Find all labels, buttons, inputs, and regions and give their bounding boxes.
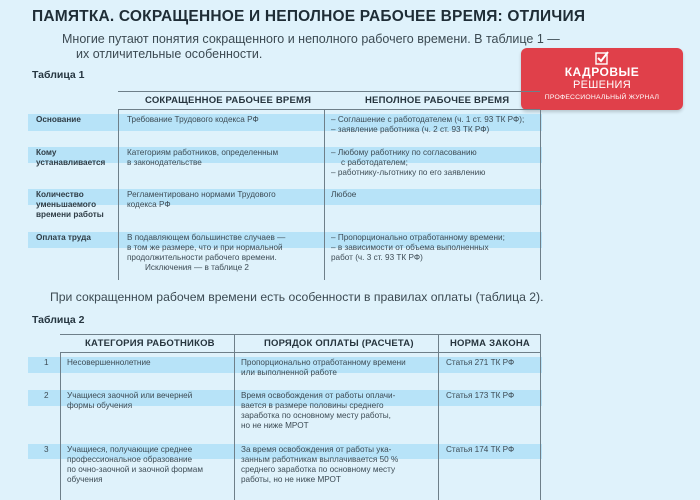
brand-name-1: КАДРОВЫЕ [564, 65, 640, 79]
table2-law-cell: Статья 271 ТК РФ [446, 358, 515, 367]
table2-col-divider [438, 334, 439, 500]
table2-law-cell: Статья 173 ТК РФ [446, 391, 515, 400]
table1-short-cell: Регламентировано нормами Трудового кодекса РФ [127, 190, 276, 209]
brand-logo [521, 48, 683, 110]
table1-short-cell: Категориям работников, определенным в законодательстве [127, 148, 279, 167]
table2-pay-cell: За время освобождения от работы ука- занным работникам выплачивается 50 % среднего заработка по основному месту работы, но не ниже МРОТ [241, 445, 399, 484]
table1-short-cell: В подавляющем большинстве случаев — в том же размере, что и при нормальной продолжительности рабочего времени. Исключения — в таблице 2 [127, 233, 286, 272]
table2-row-number: 1 [44, 358, 49, 367]
table2-col-divider [540, 334, 541, 500]
table1-part-cell: – Пропорционально отработанному времени; – в зависимости от объема выполненных работ (ч. 3 ст. 93 ТК РФ) [331, 233, 505, 262]
table1-col-divider [118, 110, 119, 280]
table1-caption: Таблица 1 [32, 69, 85, 81]
table2-pay-cell: Пропорционально отработанному времени или выполненной работе [241, 358, 406, 377]
checkmark-icon [595, 51, 609, 65]
table1-row-label: Оплата труда [36, 233, 91, 242]
table2-caption: Таблица 2 [32, 314, 85, 326]
table2-header-pay: ПОРЯДОК ОПЛАТЫ (РАСЧЕТА) [264, 338, 414, 349]
table1-row-label: Количество уменьшаемого времени работы [36, 190, 104, 219]
table2-law-cell: Статья 174 ТК РФ [446, 445, 515, 454]
table1-top-rule [118, 91, 540, 92]
table2-col-divider [234, 334, 235, 500]
table1-header-part: НЕПОЛНОЕ РАБОЧЕЕ ВРЕМЯ [365, 95, 510, 106]
table2-row-number: 3 [44, 445, 49, 454]
table1-col-divider [540, 110, 541, 280]
table2-category-cell: Учащиеся, получающие среднее профессиональное образование по очно-заочной и заочной формам обучения [67, 445, 203, 484]
page-title: ПАМЯТКА. СОКРАЩЕННОЕ И НЕПОЛНОЕ РАБОЧЕЕ ВРЕМЯ: ОТЛИЧИЯ [32, 8, 586, 25]
table2-top-rule [60, 334, 540, 335]
table2-header-law: НОРМА ЗАКОНА [450, 338, 530, 349]
table2-col-divider [60, 352, 61, 500]
intro-line-1: Многие путают понятия сокращенного и неполного рабочего времени. В таблице 1 — [62, 32, 560, 46]
table1-row-label: Кому устанавливается [36, 148, 106, 167]
middle-paragraph: При сокращенном рабочем времени есть особенности в правилах оплаты (таблица 2). [50, 290, 544, 304]
table1-part-cell: – Любому работнику по согласованию с работодателем; – работнику-льготнику по его заявлению [331, 148, 486, 177]
brand-name-2: РЕШЕНИЯ [573, 79, 631, 91]
table2-category-cell: Учащиеся заочной или вечерней формы обучения [67, 391, 193, 410]
table2-row-number: 2 [44, 391, 49, 400]
table2-pay-cell: Время освобождения от работы оплачи- вается в размере половины среднего заработка по основному месту работы, но не ниже МРОТ [241, 391, 396, 430]
table1-short-cell: Требование Трудового кодекса РФ [127, 115, 259, 124]
table1-part-cell: Любое [331, 190, 357, 199]
intro-line-2: их отличительные особенности. [76, 47, 263, 61]
table2-category-cell: Несовершеннолетние [67, 358, 151, 367]
table1-row-label: Основание [36, 115, 81, 124]
table1-col-divider [324, 110, 325, 280]
intro-text [62, 32, 562, 62]
table1-header-rule [118, 109, 540, 110]
table1-part-cell: – Соглашение с работодателем (ч. 1 ст. 93 ТК РФ); – заявление работника (ч. 2 ст. 93 ТК РФ) [331, 115, 525, 134]
brand-tagline: ПРОФЕССИОНАЛЬНЫЙ ЖУРНАЛ [544, 94, 660, 101]
table2-header-category: КАТЕГОРИЯ РАБОТНИКОВ [85, 338, 215, 349]
table2-header-rule [60, 352, 540, 353]
table1-header-short: СОКРАЩЕННОЕ РАБОЧЕЕ ВРЕМЯ [145, 95, 312, 106]
